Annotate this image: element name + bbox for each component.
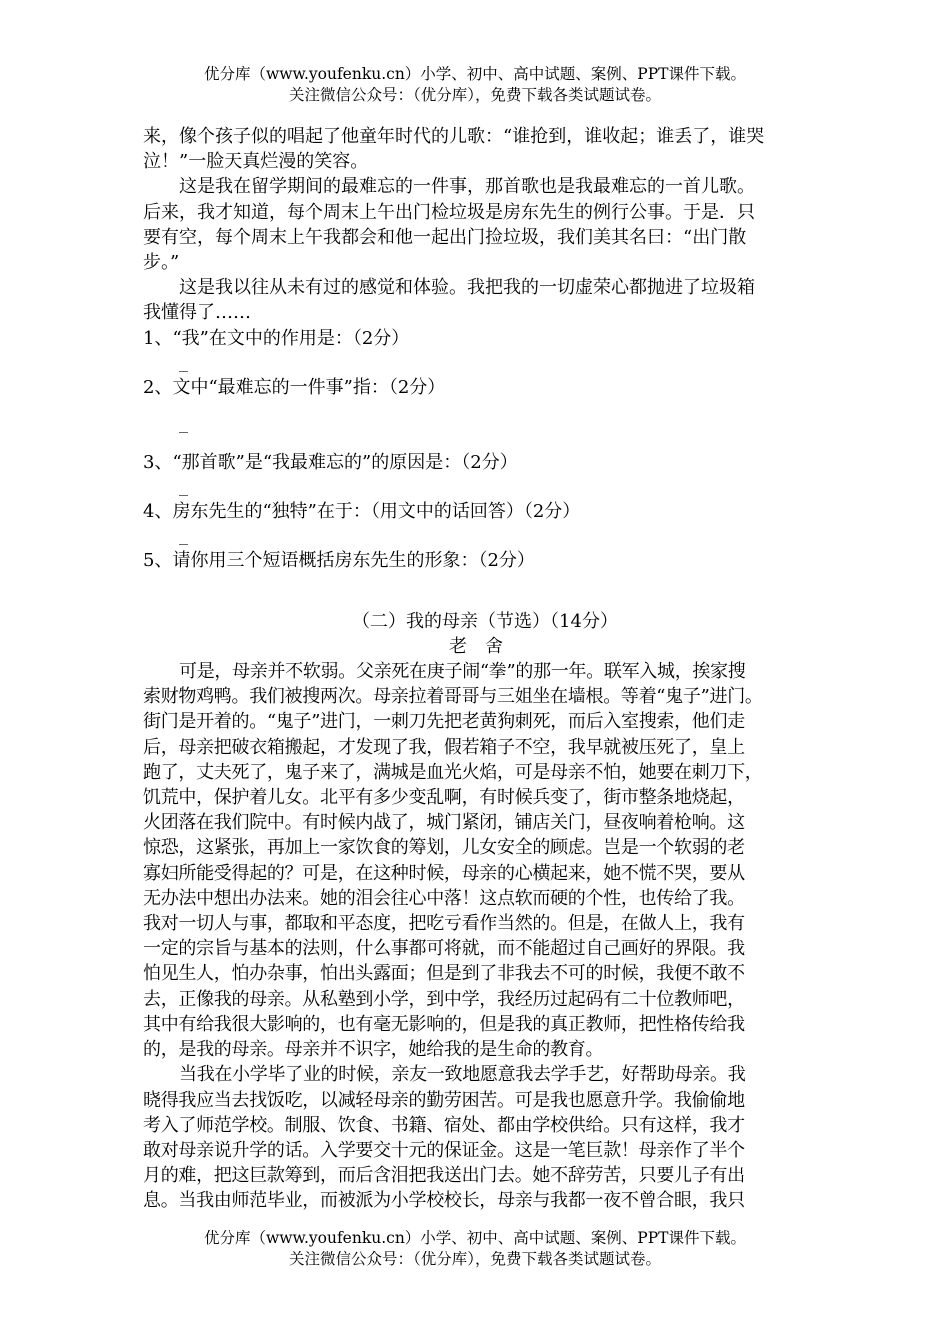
text-line: 跑了，丈夫死了，鬼子来了，满城是血光火焰，可是母亲不怕，她要在刺刀下， <box>143 761 763 783</box>
text-line: 息。当我由师范毕业，而被派为小学校校长，母亲与我都一夜不曾合眼，我只 <box>143 1190 745 1212</box>
text-line: 一定的宗旨与基本的法则，什么事都可将就，而不能超过自己画好的界限。我 <box>143 938 745 960</box>
text-line: 这是我在留学期间的最难忘的一件事，那首歌也是我最难忘的一首儿歌。 <box>179 176 755 198</box>
document-body <box>143 124 809 1214</box>
passage-1-paragraph-3 <box>143 275 809 325</box>
section-spacer <box>143 574 809 609</box>
text-line: 晓得我应当去找饭吃，以减轻母亲的勤劳困苦。可是我也愿意升学。我偷偷地 <box>143 1089 745 1111</box>
answer-blank-2[interactable]: _ <box>179 415 189 434</box>
page-footer <box>0 1228 950 1270</box>
passage-2-paragraph-2 <box>143 1062 809 1213</box>
section-title: （二）我的母亲（节选）（14分） <box>352 610 618 632</box>
question-3: 3、“那首歌”是“我最难忘的”的原因是：（2分） <box>143 452 518 474</box>
text-line: 索财物鸡鸭。我们被搜两次。母亲拉着哥哥与三姐坐在墙根。等着“鬼子”进门。 <box>143 686 763 708</box>
text-line: 的，是我的母亲。母亲并不识字，她给我的是生命的教育。 <box>143 1039 604 1061</box>
text-line: 其中有给我很大影响的，也有毫无影响的，但是我的真正教师，把性格传给我 <box>143 1013 745 1035</box>
text-line: 要有空，每个周末上午我都会和他一起出门捡垃圾，我们美其名曰：“出门散 <box>143 226 747 248</box>
text-line: 去，正像我的母亲。从私塾到小学，到中学，我经历过起码有二十位教师吧， <box>143 988 745 1010</box>
footer-line-1: 优分库（www.youfenku.cn）小学、初中、高中试题、案例、PPT课件下载。 <box>203 1229 747 1247</box>
text-line: 来，像个孩子似的唱起了他童年时代的儿歌：“谁抢到，谁收起；谁丢了，谁哭 <box>143 126 765 147</box>
text-line: 怕见生人，怕办杂事，怕出头露面；但是到了非我去不可的时候，我便不敢不 <box>143 963 745 985</box>
text-line: 街门是开着的。“鬼子”进门，一刺刀先把老黄狗刺死，而后入室搜索，他们走 <box>143 711 745 733</box>
text-line: 我懂得了…… <box>143 302 251 324</box>
text-line: 火团落在我们院中。有时候内战了，城门紧闭，铺店关门，昼夜响着枪响。这 <box>143 812 745 834</box>
text-line: 后，母亲把破衣箱搬起，才发现了我，假若箱子不空，我早就被压死了，皇上 <box>143 736 745 758</box>
text-line: 无办法中想出办法来。她的泪会往心中落！这点软而硬的个性，也传给了我。 <box>143 887 745 909</box>
answer-blank-4[interactable]: _ <box>179 527 189 546</box>
question-5: 5、请你用三个短语概括房东先生的形象：（2分） <box>143 550 535 572</box>
passage-2-paragraph-1 <box>143 659 809 1062</box>
question-1: 1、“我”在文中的作用是：（2分） <box>143 327 410 349</box>
text-line: 当我在小学毕了业的时候，亲友一致地愿意我去学手艺，好帮助母亲。我 <box>179 1064 746 1086</box>
text-line: 可是，母亲并不软弱。父亲死在庚子闹“拳”的那一年。联军入城，挨家搜 <box>179 661 746 683</box>
text-line: 步。” <box>143 252 180 274</box>
question-4: 4、房东先生的“独特”在于：（用文中的话回答）（2分） <box>143 501 581 523</box>
text-line: 惊恐，这紧张，再加上一家饮食的筹划，儿女安全的顾虑。岂是一个软弱的老 <box>143 837 745 859</box>
text-line: 饥荒中，保护着儿女。北平有多少变乱啊，有时候兵变了，街市整条地烧起， <box>143 787 745 809</box>
question-2: 2、文中“最难忘的一件事”指：（2分） <box>143 376 446 398</box>
footer-line-2: 关注微信公众号：（优分库），免费下载各类试题试卷。 <box>288 1250 661 1268</box>
answer-blank-1[interactable]: _ <box>179 353 189 372</box>
answer-blank-3[interactable]: _ <box>179 478 189 497</box>
text-line: 敢对母亲说升学的话。入学要交十元的保证金。这是一笔巨款！母亲作了半个 <box>143 1139 745 1161</box>
text-line: 考入了师范学校。制服、饮食、书籍、宿处、都由学校供给。只有这样，我才 <box>143 1114 745 1136</box>
passage-1-paragraph-1 <box>143 124 809 174</box>
text-line: 泣！”一脸天真烂漫的笑容。 <box>143 151 369 173</box>
text-line: 我对一切人与事，都取和平态度，把吃亏看作当然的。但是，在做人上，我有 <box>143 913 745 935</box>
header-line-1: 优分库（www.youfenku.cn）小学、初中、高中试题、案例、PPT课件下载。 <box>203 65 747 83</box>
text-line: 这是我以往从未有过的感觉和体验。我把我的一切虚荣心都抛进了垃圾箱 <box>179 277 755 299</box>
text-line: 月的难，把这巨款筹到，而后含泪把我送出门去。她不辞劳苦，只要儿子有出 <box>143 1165 745 1187</box>
header-line-2: 关注微信公众号：（优分库），免费下载各类试题试卷。 <box>288 86 661 104</box>
passage-1-paragraph-2 <box>143 174 809 275</box>
section-author: 老舍 <box>449 635 521 657</box>
text-line: 寡妇所能受得起的？可是，在这种时候，母亲的心横起来，她不慌不哭，要从 <box>143 862 745 884</box>
text-line: 后来，我才知道，每个周末上午出门检垃圾是房东先生的例行公事。于是．只 <box>143 201 755 223</box>
page-header <box>0 64 950 106</box>
question-list <box>143 326 809 574</box>
